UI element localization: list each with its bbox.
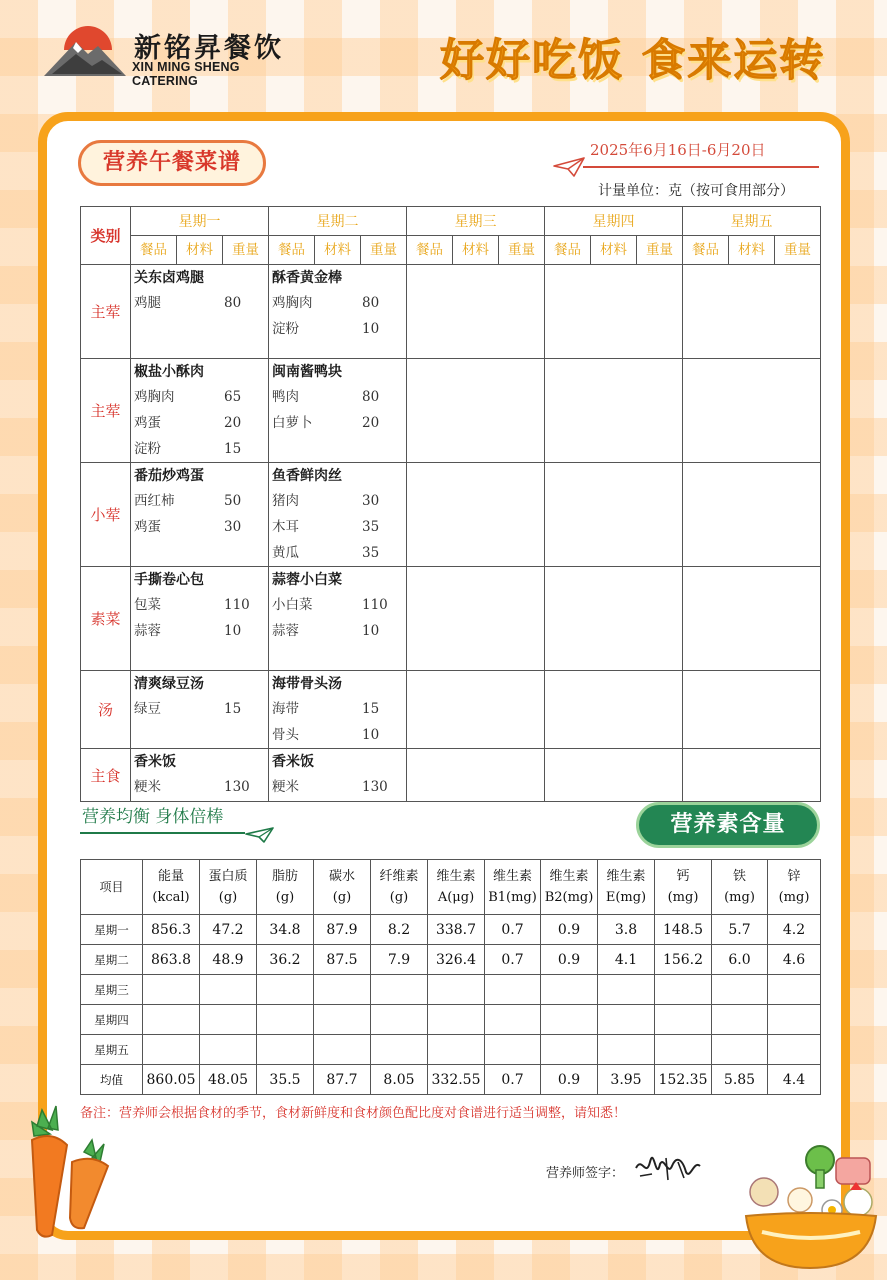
menu-row [81,671,821,749]
ingredient-weight: 20 [362,415,380,431]
day-sub-headers [407,236,545,265]
category-label: 主荤 [81,265,131,359]
nutrition-value: 87.5 [314,945,371,975]
nutrient-header-unit: (mg) [667,890,699,905]
ingredient-name: 木耳 [272,519,299,535]
category-label: 汤 [81,671,131,749]
menu-table [80,206,821,802]
nutrition-value: 0.9 [541,1065,598,1095]
ingredient-line [272,618,406,644]
nutrient-header-name: 维生素 [606,869,646,884]
ingredient-name: 包菜 [134,597,161,613]
nutrient-header-name: 维生素 [492,869,532,884]
nutrient-header-unit: B1(mg) [488,890,537,905]
nutrition-row-label: 星期一 [81,915,143,945]
ingredient-line [272,410,406,436]
nutrition-value [768,975,821,1005]
ingredient-line [272,290,406,316]
ingredient-name: 粳米 [272,779,299,795]
nutrition-value: 0.9 [541,945,598,975]
day-sub-headers [269,236,407,265]
nutrition-value [143,1005,200,1035]
menu-body [81,265,821,802]
menu-cell [131,567,269,671]
nutrition-value: 860.05 [143,1065,200,1095]
ingredient-line [134,436,268,462]
menu-cell [131,749,269,802]
menu-cell-empty [545,265,683,359]
nutrition-value [768,1005,821,1035]
ingredient-weight: 15 [224,701,242,717]
ingredient-weight: 30 [224,519,242,535]
nutrition-value: 0.9 [541,915,598,945]
menu-title: 营养午餐菜谱 [78,140,266,186]
menu-cell-empty [407,671,545,749]
menu-cell [131,359,269,463]
nutrition-value [485,1035,541,1065]
ingredient-weight: 130 [224,779,250,795]
ingredient-line [272,696,406,722]
ingredient-weight: 20 [224,415,242,431]
nutrient-header-name: 维生素 [436,869,476,884]
sub-header-label: 材料 [729,236,775,264]
nutrient-header [541,860,598,915]
dish-name: 关东卤鸡腿 [134,270,204,286]
ingredient-name: 粳米 [134,779,161,795]
nutrient-header [257,860,314,915]
menu-cell [131,265,269,359]
nutrition-row [81,915,821,945]
nutrition-value: 856.3 [143,915,200,945]
ingredient-line [272,540,406,566]
ingredient-name: 鸡腿 [134,295,161,311]
unit-note: 计量单位：克（按可食用部分） [598,183,794,199]
nutrition-value [541,1035,598,1065]
ingredient-name: 猪肉 [272,493,299,509]
menu-row [81,567,821,671]
ingredient-name: 小白菜 [272,597,313,613]
nutrient-header-name: 能量 [157,869,184,884]
nutrition-value [428,975,485,1005]
ingredient-line [134,410,268,436]
nutrition-underline [80,832,245,834]
nutrient-header [371,860,428,915]
ingredient-weight: 130 [362,779,388,795]
sub-header-label: 重量 [370,242,397,258]
nutrition-header-row [81,860,821,915]
nutrition-value: 3.8 [598,915,655,945]
ingredient-line [134,384,268,410]
ingredient-name: 淀粉 [134,441,161,457]
nutrition-value: 332.55 [428,1065,485,1095]
menu-cell [269,359,407,463]
day-header: 星期四 [545,207,683,236]
nutrient-header-name: 维生素 [549,869,589,884]
nutrition-value: 48.05 [200,1065,257,1095]
ingredient-name: 鸡胸肉 [134,389,175,405]
paper-plane-icon [245,826,275,844]
nutrition-value [712,1035,768,1065]
nutrition-value: 4.4 [768,1065,821,1095]
nutrient-header [485,860,541,915]
nutrition-value: 34.8 [257,915,314,945]
nutrient-header-name: 铁 [732,869,746,884]
menu-row [81,463,821,567]
nutrient-header-name: 碳水 [328,869,355,884]
nutrition-value [485,975,541,1005]
sub-header-label: 材料 [177,236,223,264]
menu-cell-empty [545,463,683,567]
nutrition-value [655,975,712,1005]
nutrient-header-name: 锌 [787,869,801,884]
nutrient-header [143,860,200,915]
nutrition-value [143,975,200,1005]
sub-header-label: 重量 [508,242,535,258]
menu-cell [269,671,407,749]
ingredient-name: 蒜蓉 [134,623,161,639]
ingredient-weight: 80 [362,389,380,405]
nutrition-row-label: 星期三 [81,975,143,1005]
ingredient-name: 鸭肉 [272,389,299,405]
menu-cell [131,463,269,567]
nutrient-header-unit: (g) [218,890,238,905]
nutrition-value: 8.2 [371,915,428,945]
nutrition-row-label: 星期二 [81,945,143,975]
dish-name: 闽南酱鸭块 [272,364,342,380]
sub-header-label: 重量 [784,242,811,258]
dish-name: 鱼香鲜肉丝 [272,468,342,484]
ingredient-line [134,514,268,540]
sub-header-label: 餐品 [545,236,591,264]
menu-cell [269,463,407,567]
brand-name-en: XIN MING SHENG CATERING [132,60,240,88]
nutrition-row [81,1065,821,1095]
nutrition-value [314,1005,371,1035]
nutrient-header-name: 脂肪 [271,869,298,884]
ingredient-weight: 30 [362,493,380,509]
dish-name: 蒜蓉小白菜 [272,572,342,588]
nutrition-value [257,1005,314,1035]
ingredient-weight: 65 [224,389,242,405]
nutrition-value [200,1035,257,1065]
menu-cell-empty [407,749,545,802]
day-header: 星期三 [407,207,545,236]
mountain-logo-icon [42,20,128,78]
ingredient-line [272,316,406,342]
nutrition-row-label: 均值 [81,1065,143,1095]
ingredient-name: 淀粉 [272,321,299,337]
menu-cell-empty [683,671,821,749]
nutrient-header [428,860,485,915]
nutrition-value: 3.95 [598,1065,655,1095]
ingredient-name: 骨头 [272,727,299,743]
nutrition-value: 863.8 [143,945,200,975]
ingredient-line [272,592,406,618]
nutrient-header-unit: (kcal) [152,890,190,905]
menu-cell-empty [683,463,821,567]
nutrition-badge: 营养素含量 [636,802,820,848]
nutrition-value: 48.9 [200,945,257,975]
nutrition-value: 8.05 [371,1065,428,1095]
category-label: 主荤 [81,359,131,463]
nutrition-value: 5.85 [712,1065,768,1095]
ingredient-weight: 10 [224,623,242,639]
nutrition-value: 4.6 [768,945,821,975]
signature [632,1148,704,1188]
menu-cell-empty [407,265,545,359]
dish-name: 香米饭 [272,754,314,770]
menu-cell-empty [683,749,821,802]
ingredient-line [134,774,268,800]
nutrition-value: 152.35 [655,1065,712,1095]
menu-cell [269,749,407,802]
nutrition-value [541,1005,598,1035]
nutrition-row [81,945,821,975]
ingredient-name: 蒜蓉 [272,623,299,639]
menu-cell-empty [407,359,545,463]
ingredient-weight: 35 [362,545,380,561]
menu-cell-empty [545,671,683,749]
nutrition-value: 0.7 [485,1065,541,1095]
nutrition-value: 36.2 [257,945,314,975]
sub-header-label: 餐品 [407,236,453,264]
ingredient-weight: 10 [362,727,380,743]
nutrient-header [655,860,712,915]
nutrient-header [81,860,143,915]
menu-cell-empty [683,567,821,671]
day-sub-headers [131,236,269,265]
ingredient-line [134,696,268,722]
nutrition-value: 4.2 [768,915,821,945]
nutrition-value [314,975,371,1005]
sub-header-label: 餐品 [683,236,729,264]
ingredient-line [134,618,268,644]
dish-name: 清爽绿豆汤 [134,676,204,692]
dish-name: 椒盐小酥肉 [134,364,204,380]
ingredient-weight: 110 [362,597,388,613]
ingredient-weight: 10 [362,623,380,639]
nutrition-value [712,1005,768,1035]
ingredient-weight: 35 [362,519,380,535]
menu-cell-empty [545,567,683,671]
food-bowl-icon [740,1140,880,1275]
sub-header-label: 材料 [453,236,499,264]
nutrition-value [768,1035,821,1065]
nutrient-header [200,860,257,915]
brand-name-cn: 新铭昇餐饮 [134,33,284,64]
ingredient-name: 白萝卜 [272,415,313,431]
category-label: 小荤 [81,463,131,567]
ingredient-weight: 80 [362,295,380,311]
nutrient-header-unit: E(mg) [605,890,647,905]
ingredient-name: 绿豆 [134,701,161,717]
date-range: 2025年6月16日-6月20日 [590,141,766,159]
dish-name: 香米饭 [134,754,176,770]
nutrition-value: 47.2 [200,915,257,945]
nutrition-value [428,1005,485,1035]
nutrition-value [200,975,257,1005]
ingredient-weight: 50 [224,493,242,509]
menu-cell-empty [683,359,821,463]
sub-header-label: 重量 [232,242,259,258]
nutrition-value [428,1035,485,1065]
nutrition-value [257,1035,314,1065]
ingredient-weight: 110 [224,597,250,613]
menu-row [81,749,821,802]
nutrition-value: 7.9 [371,945,428,975]
day-sub-headers [683,236,821,265]
date-underline [583,166,819,168]
menu-cell [269,265,407,359]
ingredient-name: 鸡蛋 [134,415,161,431]
ingredient-line [134,592,268,618]
nutrition-value: 156.2 [655,945,712,975]
carrot-icon [12,1100,122,1240]
nutrient-header-unit: A(μg) [437,890,475,905]
category-header: 类别 [81,207,131,265]
sub-header-label: 餐品 [269,236,315,264]
ingredient-line [272,384,406,410]
nutrition-row [81,1005,821,1035]
ingredient-name: 海带 [272,701,299,717]
menu-cell-empty [407,567,545,671]
nutrition-value [371,975,428,1005]
dish-name: 番茄炒鸡蛋 [134,468,204,484]
header-slogan: 好好吃饭 食来运转 [440,35,826,86]
ingredient-line [272,722,406,748]
nutrition-value [371,1005,428,1035]
menu-cell-empty [545,749,683,802]
category-label: 主食 [81,749,131,802]
menu-cell [269,567,407,671]
sub-header-label: 重量 [646,242,673,258]
dish-name: 海带骨头汤 [272,676,342,692]
day-header: 星期二 [269,207,407,236]
nutrition-value: 87.9 [314,915,371,945]
menu-cell-empty [407,463,545,567]
signature-label: 营养师签字： [546,1166,625,1181]
nutrition-value: 35.5 [257,1065,314,1095]
nutrient-header [712,860,768,915]
nutrition-value [598,975,655,1005]
nutrient-header-unit: (g) [275,890,295,905]
nutrition-value [200,1005,257,1035]
nutrition-value [712,975,768,1005]
ingredient-weight: 15 [224,441,242,457]
menu-row [81,359,821,463]
nutrient-header-unit: (g) [332,890,352,905]
paper-plane-icon [552,156,586,178]
ingredient-name: 鸡胸肉 [272,295,313,311]
sub-header-label: 餐品 [131,236,177,264]
footer-note: 备注：营养师会根据食材的季节，食材新鲜度和食材颜色配比度对食谱进行适当调整，请知悉！ [80,1106,627,1121]
ingredient-line [272,488,406,514]
ingredient-name: 西红柿 [134,493,175,509]
menu-cell-empty [545,359,683,463]
nutrition-value: 148.5 [655,915,712,945]
nutrition-value: 4.1 [598,945,655,975]
sub-header-label: 材料 [315,236,361,264]
ingredient-weight: 80 [224,295,242,311]
nutrition-value: 0.7 [485,945,541,975]
nutrition-value [541,975,598,1005]
nutrition-value [598,1005,655,1035]
menu-row [81,265,821,359]
nutrient-header-name: 纤维素 [379,869,419,884]
dish-name: 手撕卷心包 [134,572,204,588]
nutrition-value: 87.7 [314,1065,371,1095]
menu-cell-empty [683,265,821,359]
category-label: 素菜 [81,567,131,671]
nutrition-row [81,1035,821,1065]
day-header: 星期一 [131,207,269,236]
nutrition-value: 338.7 [428,915,485,945]
day-sub-headers [545,236,683,265]
ingredient-line [134,290,268,316]
nutrient-header-unit: (mg) [778,890,810,905]
nutrition-row-label: 星期五 [81,1035,143,1065]
ingredient-line [134,488,268,514]
nutrient-header [314,860,371,915]
ingredient-line [272,774,406,800]
nutrition-value [143,1035,200,1065]
nutrition-value: 6.0 [712,945,768,975]
nutrition-value [655,1035,712,1065]
nutrition-body [81,915,821,1095]
ingredient-line [272,514,406,540]
nutrition-value [314,1035,371,1065]
nutrient-header-name: 蛋白质 [208,869,248,884]
ingredient-name: 黄瓜 [272,545,299,561]
brand-logo [42,20,302,88]
nutrient-header-unit: (g) [389,890,409,905]
dish-name: 酥香黄金棒 [272,270,342,286]
nutrient-header-name: 项目 [99,879,124,894]
nutrition-value: 0.7 [485,915,541,945]
ingredient-weight: 10 [362,321,380,337]
nutrient-header [768,860,821,915]
menu-cell [131,671,269,749]
nutrient-header-unit: B2(mg) [544,890,594,905]
ingredient-weight: 15 [362,701,380,717]
nutrition-value [485,1005,541,1035]
nutrition-value [257,975,314,1005]
ingredient-name: 鸡蛋 [134,519,161,535]
nutrition-value: 326.4 [428,945,485,975]
nutrition-value [655,1005,712,1035]
nutrient-header [598,860,655,915]
day-header: 星期五 [683,207,821,236]
nutrient-header-unit: (mg) [724,890,755,905]
nutrition-slogan: 营养均衡 身体倍棒 [82,807,224,827]
sub-header-label: 材料 [591,236,637,264]
nutrition-row-label: 星期四 [81,1005,143,1035]
nutrition-value [371,1035,428,1065]
nutrient-header-name: 钙 [676,869,690,884]
nutrition-table [80,859,821,1095]
nutrition-value [598,1035,655,1065]
nutrition-row [81,975,821,1005]
nutrition-value: 5.7 [712,915,768,945]
